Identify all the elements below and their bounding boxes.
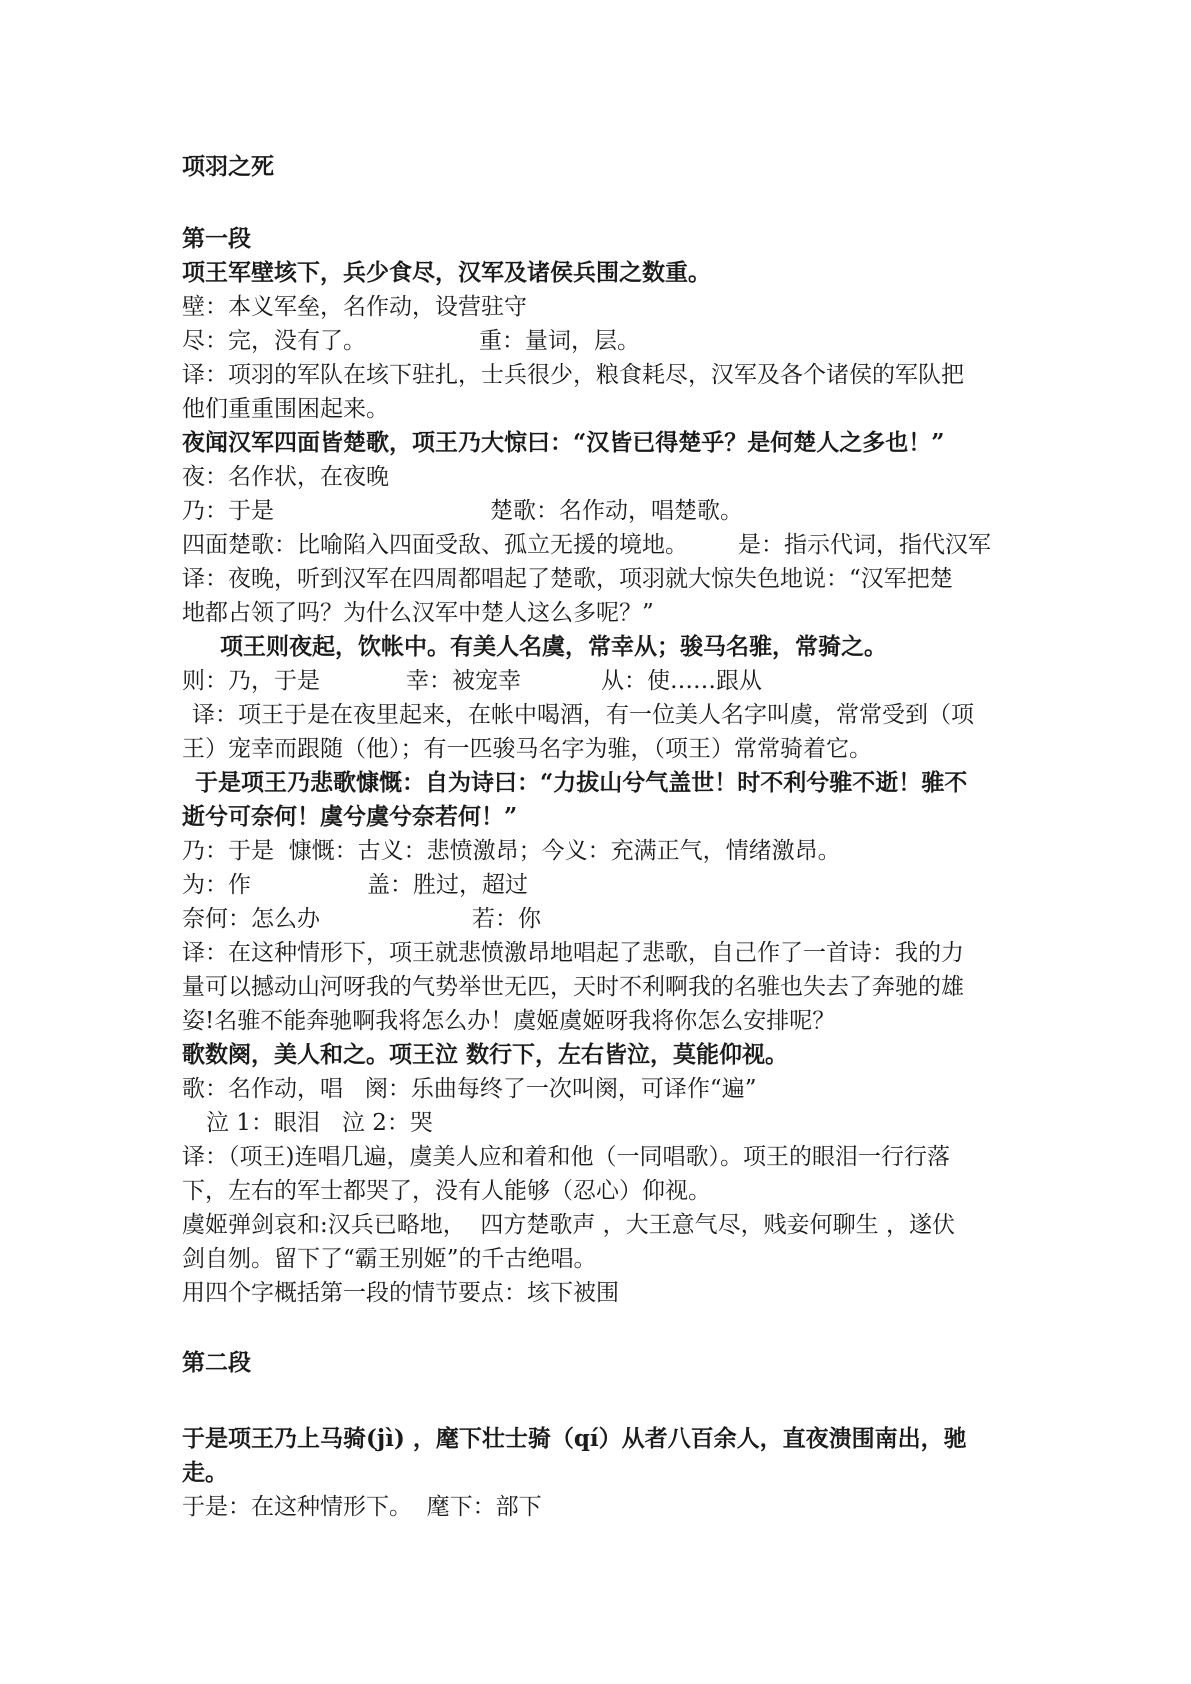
translation-line: 译：项羽的军队在垓下驻扎，士兵很少，粮食耗尽，汉军及各个诸侯的军队把 [182,362,964,388]
translation-line: 姿!名骓不能奔驰啊我将怎么办！虞姬虞姬呀我将你怎么安排呢？ [182,1008,836,1034]
document-title: 项羽之死 [182,153,274,180]
annotation-line: 于是：在这种情形下。 麾下：部下 [182,1494,542,1520]
note-line: 剑自刎。留下了“霸王别姬”的千古绝唱。 [182,1246,597,1272]
original-text-line: 逝兮可奈何！虞兮虞兮奈若何！” [182,803,518,830]
original-text-line: 于是项王乃上马骑(jì) ，麾下壮士骑（qí）从者八百余人，直夜溃围南出，驰 [182,1425,967,1452]
annotation-line: 乃：于是 慷慨：古义：悲愤激昂；今义：充满正气，情绪激昂。 [182,838,841,864]
annotation-line: 泣 1：眼泪 泣 2：哭 [206,1110,433,1136]
annotation-item: 重：量词，层。 [479,328,640,354]
annotation-item: 为：作 [182,872,251,898]
annotation-line [182,528,1022,562]
original-text-line: 项王则夜起，饮帐中。有美人名虞，常幸从；骏马名骓，常骑之。 [220,633,887,660]
translation-line: 他们重重围困起来。 [182,396,389,422]
annotation-item: 尽：完，没有了。 [182,328,366,354]
annotation-item: 四面楚歌：比喻陷入四面受敌、孤立无援的境地。 [182,532,688,558]
annotation-item: 楚歌：名作动，唱楚歌。 [490,498,743,524]
annotation-line: 歌：名作动，唱 阕：乐曲每终了一次叫阕，可译作“遍” [182,1076,757,1102]
annotation-item: 从：使……跟从 [601,668,762,694]
note-line: 虞姬弹剑哀和:汉兵已略地， 四方楚歌声 ，大王意气尽，贱妾何聊生 ，遂伏 [182,1212,955,1238]
original-text-line: 夜闻汉军四面皆楚歌，项王乃大惊曰：“汉皆已得楚乎？是何楚人之多也！” [182,429,945,456]
translation-line: 王）宠幸而跟随（他）；有一匹骏马名字为骓，（项王）常常骑着它。 [182,736,872,762]
document-body [182,150,1022,1524]
annotation-line [182,868,1022,902]
annotation-item: 奈何：怎么办 [182,906,320,932]
translation-line: 量可以撼动山河呀我的气势举世无匹，天时不利啊我的名骓也失去了奔驰的雄 [182,974,964,1000]
translation-line: 地都占领了吗？为什么汉军中楚人这么多呢？” [182,600,654,626]
translation-line: 译：项王于是在夜里起来，在帐中喝酒，有一位美人名字叫虞，常常受到（项 [192,702,974,728]
translation-line: 译：在这种情形下，项王就悲愤激昂地唱起了悲歌，自己作了一首诗：我的力 [182,940,964,966]
original-text-line: 项王军壁垓下，兵少食尽，汉军及诸侯兵围之数重。 [182,259,711,286]
annotation-item: 幸：被宠幸 [406,668,521,694]
summary-line: 用四个字概括第一段的情节要点：垓下被围 [182,1280,619,1306]
translation-line: 译：（项王)连唱几遍，虞美人应和着和他（一同唱歌）。项王的眼泪一行行落 [182,1144,950,1170]
annotation-item: 乃：于是 [182,498,274,524]
annotation-item: 则：乃，于是 [182,668,320,694]
annotation-item: 是：指示代词，指代汉军 [738,532,991,558]
original-text-line: 于是项王乃悲歌慷慨：自为诗曰：“力拔山兮气盖世！时不利兮骓不逝！骓不 [195,769,968,796]
original-text-line: 走。 [182,1459,228,1486]
annotation-line [182,494,1022,528]
annotation-line: 壁：本义军垒，名作动，设营驻守 [182,294,527,320]
annotation-line [182,664,1022,698]
annotation-line [182,324,1022,358]
section-heading-2: 第二段 [182,1349,251,1376]
annotation-item: 盖：胜过，超过 [367,872,528,898]
translation-line: 译：夜晚，听到汉军在四周都唱起了楚歌，项羽就大惊失色地说：“汉军把楚 [182,566,953,592]
annotation-item: 若：你 [472,906,541,932]
section-heading-1: 第一段 [182,225,251,252]
annotation-line [182,902,1022,936]
original-text-line: 歌数阕，美人和之。项王泣 数行下，左右皆泣，莫能仰视。 [182,1041,789,1068]
translation-line: 下，左右的军士都哭了，没有人能够（忍心）仰视。 [182,1178,711,1204]
annotation-line: 夜：名作状，在夜晚 [182,464,389,490]
